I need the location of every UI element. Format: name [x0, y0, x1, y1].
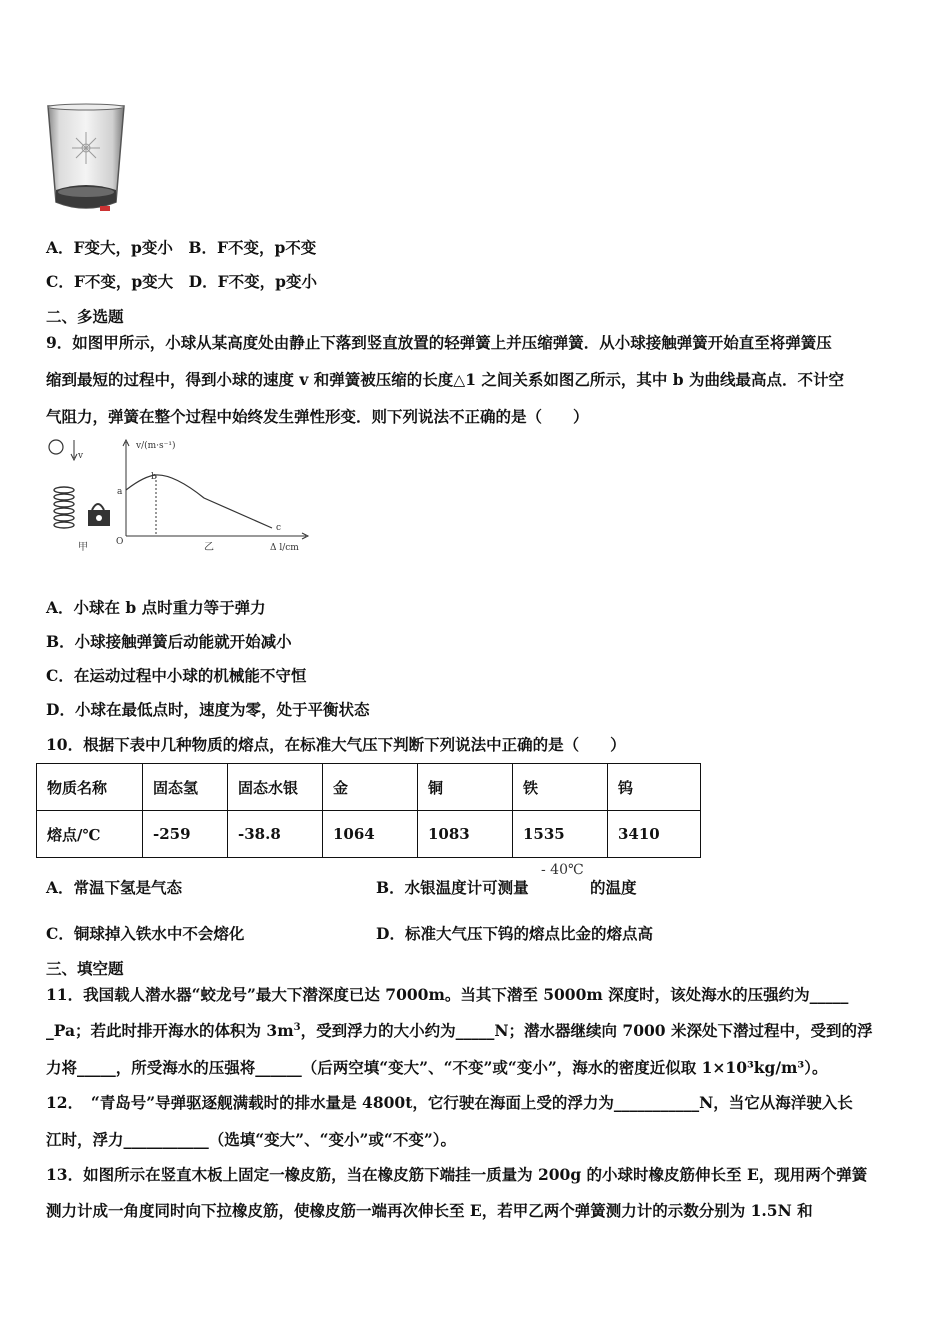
q10-option-a: A．常温下氢是气态 — [46, 878, 183, 897]
q12-line2: 江时，浮力___________（选填“变大”、“变小”或“不变”）。 — [46, 1130, 456, 1149]
q11-line1: 11．我国载人潜水器“蛟龙号”最大下潜深度已达 7000m。当其下潜至 5000m 深度时，该处海水的压强约为_____ — [46, 985, 849, 1004]
table-cell: 3410 — [608, 811, 701, 858]
ball — [49, 440, 63, 454]
table-cell: 1064 — [323, 811, 418, 858]
q9-option-b: B．小球接触弹簧后动能就开始减小 — [46, 632, 292, 651]
table-cell: 铁 — [513, 764, 608, 811]
q9-stem-line3: 气阻力，弹簧在整个过程中始终发生弹性形变．则下列说法不正确的是（ ） — [46, 407, 589, 426]
table-cell: 铜 — [418, 764, 513, 811]
q11-line3: 力将_____，所受海水的压强将______（后两空填“变大”、“不变”或“变小”，海水的密度近似取 1×10³kg/m³）。 — [46, 1058, 828, 1077]
label-jia: 甲 — [78, 542, 88, 553]
q13-line2: 测力计成一角度同时向下拉橡皮筋，使橡皮筋一端再次伸长至 E，若甲乙两个弹簧测力计的示数分别为 1.5N 和 — [46, 1201, 813, 1220]
table-cell: 金 — [323, 764, 418, 811]
weight-block-icon — [88, 504, 110, 526]
q10-option-b-post: 的温度 — [590, 878, 637, 897]
section3-title: 三、填空题 — [46, 959, 124, 978]
point-c-label: c — [276, 523, 282, 533]
q9-stem-line1: 9．如图甲所示，小球从某高度处由静止下落到竖直放置的轻弹簧上并压缩弹簧．从小球接触弹簧开始直至将弹簧压 — [46, 333, 832, 352]
table-header-row — [37, 764, 701, 811]
q8-options-line2: C．F不变，p变大 D．F不变，p变小 — [46, 272, 317, 291]
table-cell: 固态水银 — [228, 764, 323, 811]
melting-point-table — [36, 763, 701, 858]
q11-line2-a: _Pa；若此时排开海水的体积为 3m — [46, 1021, 294, 1040]
q9-figure — [44, 436, 314, 554]
q11-line2-sup: 3 — [293, 1021, 301, 1033]
velocity-curve — [126, 475, 272, 528]
table-row — [37, 811, 701, 858]
label-yi: 乙 — [204, 542, 214, 553]
q13-line1: 13．如图所示在竖直木板上固定一橡皮筋，当在橡皮筋下端挂一质量为 200g 的小球时橡皮筋伸长至 E，现用两个弹簧 — [46, 1165, 868, 1184]
q10-option-c: C．铜球掉入铁水中不会熔化 — [46, 924, 245, 943]
q10-option-d: D．标准大气压下钨的熔点比金的熔点高 — [376, 924, 653, 943]
table-cell: 熔点/℃ — [37, 811, 143, 858]
q9-option-d: D．小球在最低点时，速度为零，处于平衡状态 — [46, 700, 370, 719]
q9-option-a: A．小球在 b 点时重力等于弹力 — [46, 598, 266, 617]
table-cell: 固态氢 — [143, 764, 228, 811]
table-cell: 钨 — [608, 764, 701, 811]
q11-line2 — [46, 1019, 872, 1041]
table-cell: -259 — [143, 811, 228, 858]
point-b-label: b — [151, 472, 157, 482]
q12-line1: 12． “青岛号”导弹驱逐舰满载时的排水量是 4800t，它行驶在海面上受的浮力为___________N，当它从海洋驶入长 — [46, 1093, 853, 1112]
q8-options-line1: A．F变大，p变小 B．F不变，p不变 — [46, 238, 317, 257]
table-cell: 1535 — [513, 811, 608, 858]
q9-option-c: C．在运动过程中小球的机械能不守恒 — [46, 666, 307, 685]
q10-option-b-temp: - 40℃ — [541, 862, 584, 878]
table-cell: 物质名称 — [37, 764, 143, 811]
origin-label: O — [116, 537, 124, 547]
spring — [54, 487, 74, 528]
point-a-label: a — [117, 487, 123, 497]
table-cell: -38.8 — [228, 811, 323, 858]
q10-option-b-pre: B．水银温度计可测量 — [376, 878, 529, 897]
ball-arrow-label: v — [78, 451, 84, 461]
q11-line2-b: ，受到浮力的大小约为_____N；潜水器继续向 7000 米深处下潜过程中，受到的浮 — [300, 1021, 873, 1040]
q9-stem-line2: 缩到最短的过程中，得到小球的速度 v 和弹簧被压缩的长度△1 之间关系如图乙所示，其中 b 为曲线最高点．不计空 — [46, 370, 845, 389]
section2-title: 二、多选题 — [46, 307, 124, 326]
table-cell: 1083 — [418, 811, 513, 858]
drinking-glass-figure — [44, 102, 128, 218]
y-axis-label: v/(m·s⁻¹) — [136, 441, 176, 451]
x-axis-label: Δ l/cm — [270, 543, 299, 553]
q10-stem: 10．根据下表中几种物质的熔点，在标准大气压下判断下列说法中正确的是（ ） — [46, 735, 626, 754]
